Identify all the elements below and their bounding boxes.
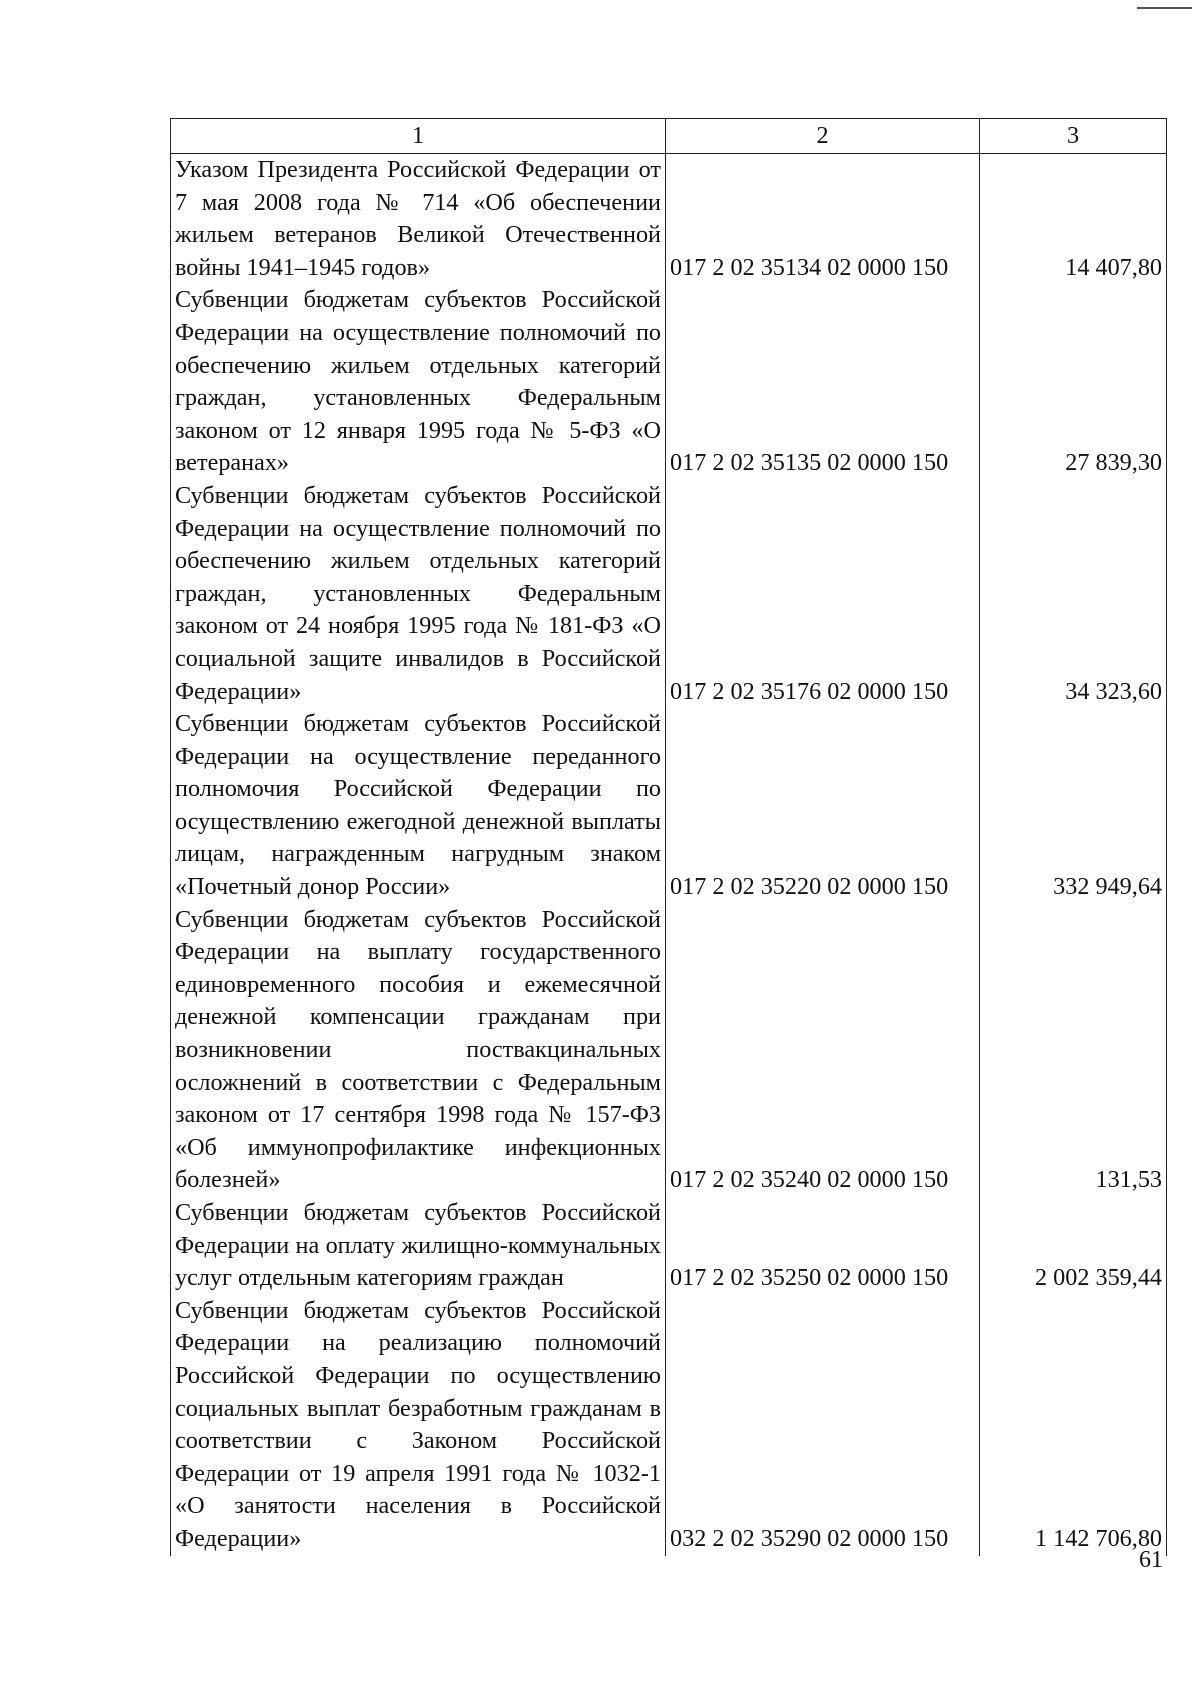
row-code: 017 2 02 35250 02 0000 150 [666, 1197, 980, 1295]
table-row [171, 284, 1167, 480]
page-number: 61 [1139, 1547, 1163, 1573]
table-row [171, 480, 1167, 708]
row-amount: 34 323,60 [980, 480, 1167, 708]
row-amount: 131,53 [980, 904, 1167, 1197]
row-amount: 27 839,30 [980, 284, 1167, 480]
column-header: 3 [980, 119, 1167, 154]
table-row [171, 904, 1167, 1197]
table-row [171, 1295, 1167, 1556]
row-description: Субвенции бюджетам субъектов Российской Федерации на оплату жилищно-коммунальных услуг отдельным категориям граждан [171, 1197, 666, 1295]
row-amount: 1 142 706,80 [980, 1295, 1167, 1556]
row-code: 017 2 02 35176 02 0000 150 [666, 480, 980, 708]
row-amount: 14 407,80 [980, 154, 1167, 285]
row-amount: 2 002 359,44 [980, 1197, 1167, 1295]
scan-edge-mark [1137, 0, 1192, 9]
row-description: Субвенции бюджетам субъектов Российской Федерации на осуществление полномочий по обеспечению жильем отдельных категорий граждан, установленных Федеральным законом от 12 января 1995 года № 5-ФЗ «О ветеранах» [171, 284, 666, 480]
row-description: Субвенции бюджетам субъектов Российской Федерации на осуществление переданного полномочия Российской Федерации по осуществлению ежегодной денежной выплаты лицам, награжденным нагрудным знаком «Почетный донор России» [171, 708, 666, 904]
row-description: Указом Президента Российской Федерации от 7 мая 2008 года № 714 «Об обеспечении жильем ветеранов Великой Отечественной войны 1941–1945 годов» [171, 154, 666, 285]
row-code: 017 2 02 35240 02 0000 150 [666, 904, 980, 1197]
row-code: 017 2 02 35134 02 0000 150 [666, 154, 980, 285]
row-code: 032 2 02 35290 02 0000 150 [666, 1295, 980, 1556]
column-header: 1 [171, 119, 666, 154]
row-description: Субвенции бюджетам субъектов Российской Федерации на выплату государственного единовременного пособия и ежемесячной денежной компенсации гражданам при возникновении поствакцинальных осложнений в соответствии с Федеральным законом от 17 сентября 1998 года № 157-ФЗ «Об иммунопрофилактике инфекционных болезней» [171, 904, 666, 1197]
header-row [171, 119, 1167, 154]
table-row [171, 1197, 1167, 1295]
budget-table [170, 118, 1167, 1556]
table-row [171, 154, 1167, 285]
row-amount: 332 949,64 [980, 708, 1167, 904]
table-row [171, 708, 1167, 904]
row-code: 017 2 02 35135 02 0000 150 [666, 284, 980, 480]
row-description: Субвенции бюджетам субъектов Российской Федерации на осуществление полномочий по обеспечению жильем отдельных категорий граждан, установленных Федеральным законом от 24 ноября 1995 года № 181-ФЗ «О социальной защите инвалидов в Российской Федерации» [171, 480, 666, 708]
row-code: 017 2 02 35220 02 0000 150 [666, 708, 980, 904]
column-header: 2 [666, 119, 980, 154]
row-description: Субвенции бюджетам субъектов Российской Федерации на реализацию полномочий Российской Федерации по осуществлению социальных выплат безработным гражданам в соответствии с Законом Российской Федерации от 19 апреля 1991 года № 1032-1 «О занятости населения в Российской Федерации» [171, 1295, 666, 1556]
